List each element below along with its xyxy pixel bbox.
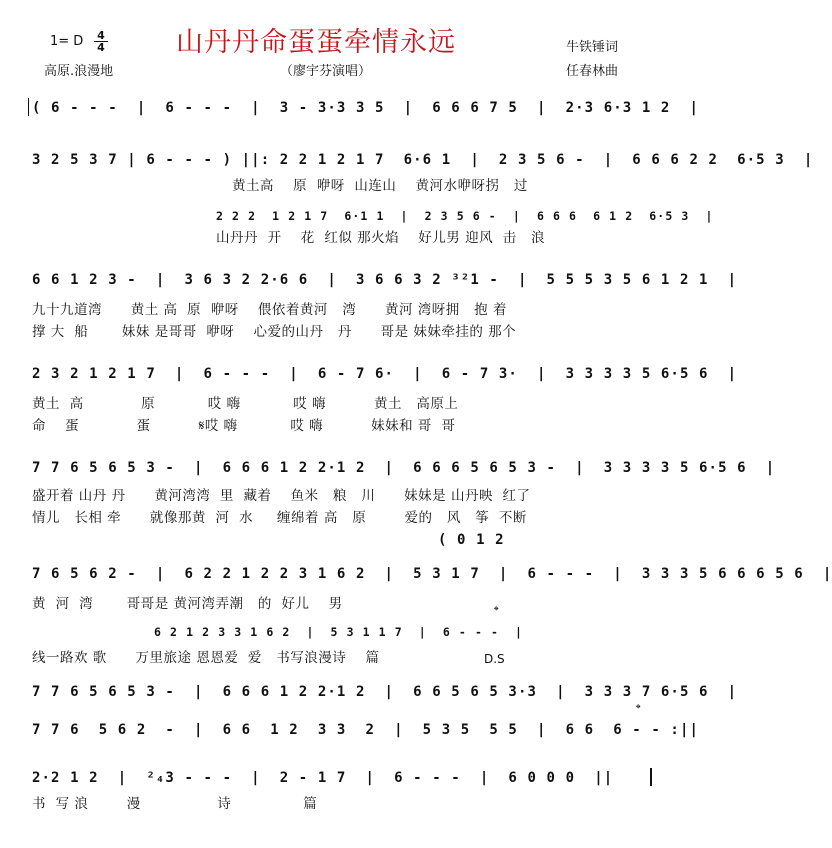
composer: 任春林曲 [566, 64, 619, 79]
lyrics-line-3-verse-2: 撑 大 船 妹妹 是哥哥 咿呀 心爱的山丹 丹 哥是 妹妹牵挂的 那个 [32, 324, 517, 340]
dal-segno: D.S [484, 652, 505, 666]
lyrics-line-6-verse-1: 黄 河 湾 哥哥是 黄河湾弄潮 的 好儿 男 [32, 596, 343, 612]
score-line-2: 3 2 5 3 7 | 6 - - - ) ||: 2 2 1 2 1 7 6·6 1 | 2 3 5 6 - | 6 6 6 2 2 6·5 3 | [32, 152, 814, 168]
lyrics-line-2-verse-2: 山丹丹 开 花 红似 那火焰 好儿男 迎风 击 浪 [216, 230, 546, 246]
lyrics-line-6-verse-2: 线一路欢 歌 万里旅途 恩恩爱 爱 书写浪漫诗 篇 [32, 650, 380, 666]
pickup-notes: ( 0 1 2 [438, 532, 505, 548]
score-line-1: ( 6 - - - | 6 - - - | 3 - 3·3 3 5 | 6 6 6 7 5 | 2·3 6·3 1 2 | [32, 100, 700, 116]
coda-icon: 𝄌 [494, 604, 499, 619]
score-line-6-alt: 6 2 1 2 3 3 1 6 2 | 5 3 1 1 7 | 6 - - - | [154, 625, 524, 639]
score-line-8: 7 7 6 5 6 2 - | 6 6 1 2 3 3 2 | 5 3 5 5 5 | 6 6 6 - - :|| [32, 722, 700, 738]
lyricist: 牛铁锤词 [566, 40, 619, 55]
lyrics-line-4-verse-1: 黄土 高 原 哎 嗨 哎 嗨 黄土 高原上 [32, 396, 459, 412]
score-line-7: 7 7 6 5 6 5 3 - | 6 6 6 1 2 2·1 2 | 6 6 5 6 5 3·3 | 3 3 3 7 6·5 6 | [32, 684, 738, 700]
coda-icon-2: 𝄌 [636, 702, 641, 717]
barline [28, 98, 29, 116]
song-title: 山丹丹命蛋蛋牵情永远 [176, 27, 456, 58]
score-line-6: 7 6 5 6 2 - | 6 2 2 1 2 2 3 1 6 2 | 5 3 1 7 | 6 - - - | 3 3 3 5 6 6 6 5 6 | [32, 566, 832, 582]
lyrics-line-9: 书 写 浪 漫 诗 篇 [32, 796, 318, 812]
lyrics-line-5-verse-2: 情儿 长相 牵 就像那黄 河 水 缠绵着 高 原 爱的 风 筝 不断 [32, 510, 527, 526]
score-line-3: 6 6 1 2 3 - | 3 6 3 2 2·6 6 | 3 6 6 3 2 ³²1 - | 5 5 5 3 5 6 1 2 1 | [32, 272, 738, 288]
score-line-4: 2 3 2 1 2 1 7 | 6 - - - | 6 - 7 6· | 6 - 7 3· | 3 3 3 3 5 6·5 6 | [32, 366, 738, 382]
time-signature [94, 30, 108, 53]
lyrics-line-5-verse-1: 盛开着 山丹 丹 黄河湾湾 里 藏着 鱼米 粮 川 妹妹是 山丹映 红了 [32, 488, 531, 504]
score-line-9: 2·2 1 2 | ²₄3 - - - | 2 - 1 7 | 6 - - - | 6 0 0 0 || [32, 770, 614, 786]
final-barline [650, 768, 652, 786]
lyrics-line-2-verse-1: 黄土高 原 咿呀 山连山 黄河水咿呀拐 过 [232, 178, 528, 194]
lyrics-line-4-verse-2: 命 蛋 蛋 𝄋哎 嗨 哎 嗨 妹妹和 哥 哥 [32, 418, 456, 434]
singer: （廖宇芬演唱） [280, 64, 372, 79]
score-line-2-alt: 2 2 2 1 2 1 7 6·1 1 | 2 3 5 6 - | 6 6 6 6 1 2 6·5 3 | [216, 209, 714, 223]
key-signature: 1= D [50, 34, 84, 49]
time-signature-bottom: 4 [94, 41, 108, 53]
lyrics-line-3-verse-1: 九十九道湾 黄土 高 原 咿呀 偎依着黄河 湾 黄河 湾呀拥 抱 着 [32, 302, 507, 318]
style-note: 高原.浪漫地 [44, 64, 114, 79]
time-signature-top: 4 [97, 29, 105, 42]
score-line-5: 7 7 6 5 6 5 3 - | 6 6 6 1 2 2·1 2 | 6 6 6 5 6 5 3 - | 3 3 3 3 5 6·5 6 | [32, 460, 776, 476]
